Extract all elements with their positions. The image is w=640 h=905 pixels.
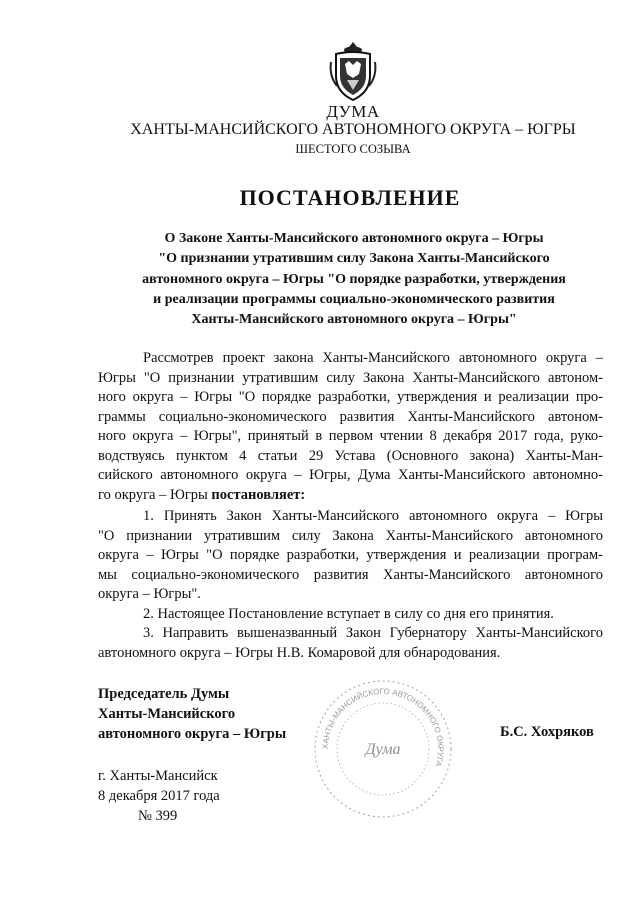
text-line: ного округа – Югры", принятый в первом чтении 8 декабря 2017 года, руко- xyxy=(98,428,603,444)
text-line: автономного округа – Югры Н.В. Комаровой для обнародования. xyxy=(98,644,501,661)
text-line: ного округа – Югры "О порядке разработки, утверждения и реализации про- xyxy=(98,389,603,405)
convocation: ШЕСТОГО СОЗЫВА xyxy=(295,142,411,156)
stamp-ring-text: ХАНТЫ-МАНСИЙСКОГО АВТОНОМНОГО ОКРУГА xyxy=(320,686,446,768)
item-3: 3. Направить вышеназванный Закон Губернатору Ханты-Мансийского xyxy=(143,625,603,641)
text-line: "О признании утратившим силу Закона Ханты-Мансийского автономного xyxy=(98,527,603,544)
text-line: округа – Югры". xyxy=(98,586,201,602)
coat-of-arms-icon xyxy=(327,40,379,102)
text-line: Югры "О признании утратившим силу Закона Ханты-Мансийского автоном- xyxy=(98,369,603,386)
text-line: округа – Югры "О порядке разработки, утверждения и реализации програм- xyxy=(98,547,603,563)
text-line: мы социально-экономического развития Ханты-Мансийского автономного xyxy=(98,566,603,583)
official-stamp xyxy=(298,674,468,824)
place-date-number xyxy=(98,766,220,826)
position-line: Председатель Думы xyxy=(98,686,230,702)
city: г. Ханты-Мансийск xyxy=(98,768,218,784)
signatory-name: Б.С. Хохряков xyxy=(500,724,594,740)
text-line: сийского автономного округа – Югры, Дума Ханты-Мансийского автономно- xyxy=(98,467,603,483)
subject-line: автономного округа – Югры "О порядке разработки, утверждения xyxy=(142,271,566,287)
text-line xyxy=(98,486,603,506)
subject-line: О Законе Ханты-Мансийского автономного округа – Югры xyxy=(164,231,544,246)
subject-line: "О признании утратившим силу Закона Ханты-Мансийского xyxy=(158,251,550,267)
document-subject xyxy=(110,229,598,330)
document-number: № 399 xyxy=(138,808,178,824)
position-line: автономного округа – Югры xyxy=(98,726,287,742)
decree-word: постановляет: xyxy=(211,486,306,503)
subject-line: Ханты-Мансийского автономного округа – Югры" xyxy=(191,312,517,328)
region-name: ХАНТЫ-МАНСИЙСКОГО АВТОНОМНОГО ОКРУГА – ЮГРЫ xyxy=(130,121,576,138)
text-line: Рассмотрев проект закона Ханты-Мансийского автономного округа – xyxy=(143,350,603,366)
text-line: граммы социально-экономического развития Ханты-Мансийского автоном- xyxy=(98,408,603,425)
decree-items xyxy=(98,507,603,663)
signatory-position xyxy=(98,684,286,744)
item-2: 2. Настоящее Постановление вступает в силу со дня его принятия. xyxy=(143,605,554,622)
date: 8 декабря 2017 года xyxy=(98,788,220,804)
position-line: Ханты-Мансийского xyxy=(98,706,236,722)
subject-line: и реализации программы социально-экономического развития xyxy=(153,291,555,307)
org-name: ДУМА xyxy=(326,102,380,121)
text-line: водствуясь пунктом 4 статьи 29 Устава (Основного закона) Ханты-Ман- xyxy=(98,447,603,464)
preamble-paragraph xyxy=(98,349,603,505)
document-title: ПОСТАНОВЛЕНИЕ xyxy=(239,185,461,210)
stamp-center-text: Дума xyxy=(365,741,401,758)
item-1: 1. Принять Закон Ханты-Мансийского автономного округа – Югры xyxy=(143,508,603,524)
text-fragment: го округа – Югры xyxy=(98,486,208,503)
